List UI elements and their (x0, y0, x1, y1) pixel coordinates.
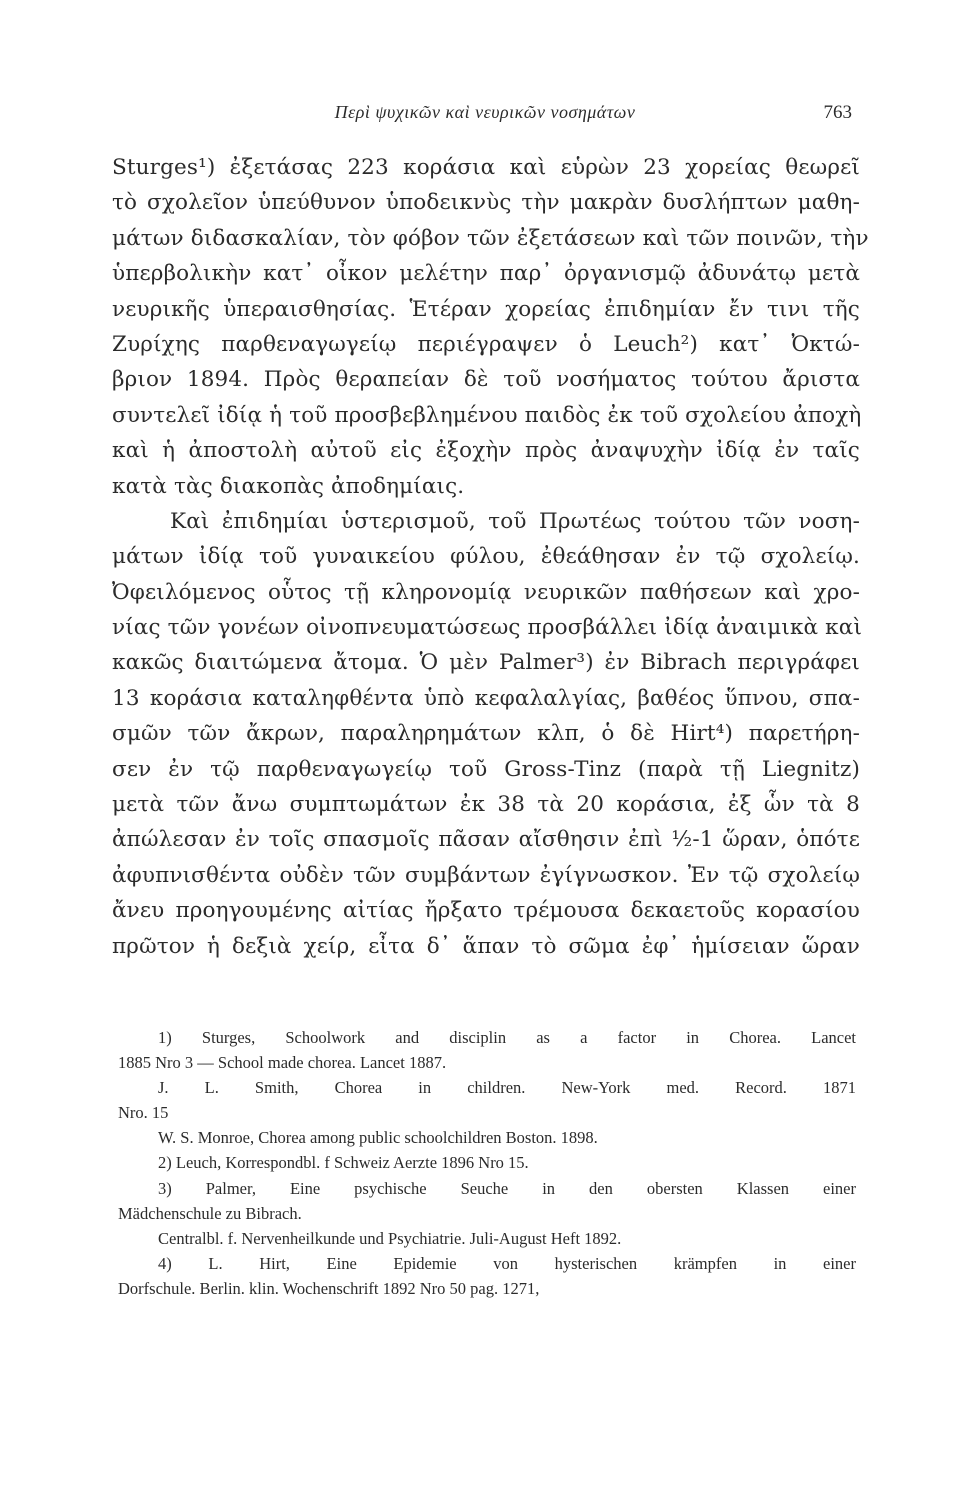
footnote-line: Nro. 15 (118, 1103, 169, 1123)
text-line: σμῶν τῶν ἄκρων, παραληρημάτων κλπ, ὁ δὲ Hirt⁴) παρετήρη- (112, 721, 860, 747)
footnote-line: Dorfschule. Berlin. klin. Wochenschrift 1892 Nro 50 pag. 1271, (118, 1278, 540, 1298)
text-line: ἄνευ προηγουμένης αἰτίας ἤρξατο τρέμουσα δεκαετοῦς κορασίου (112, 898, 860, 924)
footnote-line: 1) Sturges, Schoolwork and disciplin as a factor in Chorea. Lancet (158, 1028, 856, 1047)
text-line: Ζυρίχης παρθεναγωγείῳ περιέγραψεν ὁ Leuch²) κατ᾽ Ὀκτώ- (112, 331, 860, 357)
text-line: ἀπώλεσαν ἐν τοῖς σπασμοῖς πᾶσαν αἴσθησιν ἐπὶ ½-1 ὥραν, ὁπότε (112, 827, 860, 853)
footnote-line: Mädchenschule zu Bibrach. (118, 1203, 302, 1223)
footnotes (118, 1025, 856, 1301)
text-line: σεν ἐν τῷ παρθεναγωγείῳ τοῦ Gross-Tinz (παρὰ τῇ Liegnitz) (112, 756, 860, 782)
footnote-line: J. L. Smith, Chorea in children. New-York med. Record. 1871 (158, 1078, 856, 1098)
body-text (112, 150, 869, 964)
text-line: Sturges¹) ἐξετάσας 223 κοράσια καὶ εὑρὼν 23 χορείας θεωρεῖ (112, 155, 860, 180)
text-line: νίας τῶν γονέων οἰνοπνευματώσεως προσβάλλει ἰδίᾳ ἀναιμικὰ καὶ (112, 615, 863, 641)
footnote-line: 4) L. Hirt, Eine Epidemie von hysterischen krämpfen in einer (158, 1253, 856, 1273)
footnote-line: Centralbl. f. Nervenheilkunde und Psychiatrie. Juli-August Heft 1892. (158, 1228, 622, 1248)
footnote-line: 3) Palmer, Eine psychische Seuche in den obersten Klassen einer (158, 1178, 856, 1198)
text-line: Ὀφειλόμενος οὗτος τῇ κληρονομίᾳ νευρικῶν παθήσεων καὶ χρο- (112, 579, 860, 605)
text-line: κατὰ τὰς διακοπὰς ἀποδημίαις. (112, 473, 465, 499)
running-title: Περὶ ψυχικῶν καὶ νευρικῶν νοσημάτων (334, 102, 636, 122)
text-line: μάτων διδασκαλίαν, τὸν φόβον τῶν ἐξετάσεων καὶ τῶν ποινῶν, τὴν (112, 225, 869, 251)
text-line: τὸ σχολεῖον ὑπεύθυνον ὑποδεικνὺς τὴν μακρὰν δυσλήπτων μαθη- (112, 190, 860, 216)
footnote-line: W. S. Monroe, Chorea among public schoolchildren Boston. 1898. (158, 1128, 598, 1148)
text-line: συντελεῖ ἰδίᾳ ἡ τοῦ προσβεβλημένου παιδὸς ἐκ τοῦ σχολείου ἀποχὴ (112, 402, 862, 428)
text-line: 13 κοράσια καταληφθέντα ὑπὸ κεφαλαλγίας, βαθέος ὕπνου, σπα- (112, 685, 860, 711)
text-line: ἀφυπνισθέντα οὐδὲν τῶν συμβάντων ἐγίγνωσκον. Ἐν τῷ σχολείῳ (112, 862, 860, 888)
footnote-line: 1885 Nro 3 — School made chorea. Lancet 1887. (118, 1053, 447, 1073)
text-line: μάτων ἰδίᾳ τοῦ γυναικείου φύλου, ἐθεάθησαν ἐν τῷ σχολείῳ. (112, 544, 860, 570)
page-number: 763 (823, 102, 852, 123)
page-header (118, 102, 852, 132)
text-line: βριον 1894. Πρὸς θεραπείαν δὲ τοῦ νοσήματος τούτου ἄριστα (112, 367, 860, 393)
text-line: κακῶς διαιτώμενα ἄτομα. Ὁ μὲν Palmer³) ἐν Bibrach περιγράφει (112, 650, 860, 676)
text-line: πρῶτον ἡ δεξιὰ χείρ, εἶτα δ᾽ ἅπαν τὸ σῶμα ἐφ᾽ ἡμίσειαν ὥραν (112, 933, 860, 959)
text-line: καὶ ἡ ἀποστολὴ αὐτοῦ εἰς ἐξοχὴν πρὸς ἀναψυχὴν ἰδίᾳ ἐν ταῖς (112, 438, 860, 464)
text-line: μετὰ τῶν ἄνω συμπτωμάτων ἐκ 38 τὰ 20 κοράσια, ἐξ ὧν τὰ 8 (112, 792, 860, 818)
text-line: ὑπερβολικὴν κατ᾽ οἶκον μελέτην παρ᾽ ὀργανισμῷ ἀδυνάτῳ μετὰ (112, 261, 860, 287)
paragraph-start-line: Καὶ ἐπιδημίαι ὑστερισμοῦ, τοῦ Πρωτέως τούτου τῶν νοση- (170, 508, 860, 534)
footnote-line: 2) Leuch, Korrespondbl. f Schweiz Aerzte 1896 Nro 15. (158, 1153, 529, 1173)
text-line: νευρικῆς ὑπεραισθησίας. Ἑτέραν χορείας ἐπιδημίαν ἔν τινι τῆς (112, 296, 860, 322)
